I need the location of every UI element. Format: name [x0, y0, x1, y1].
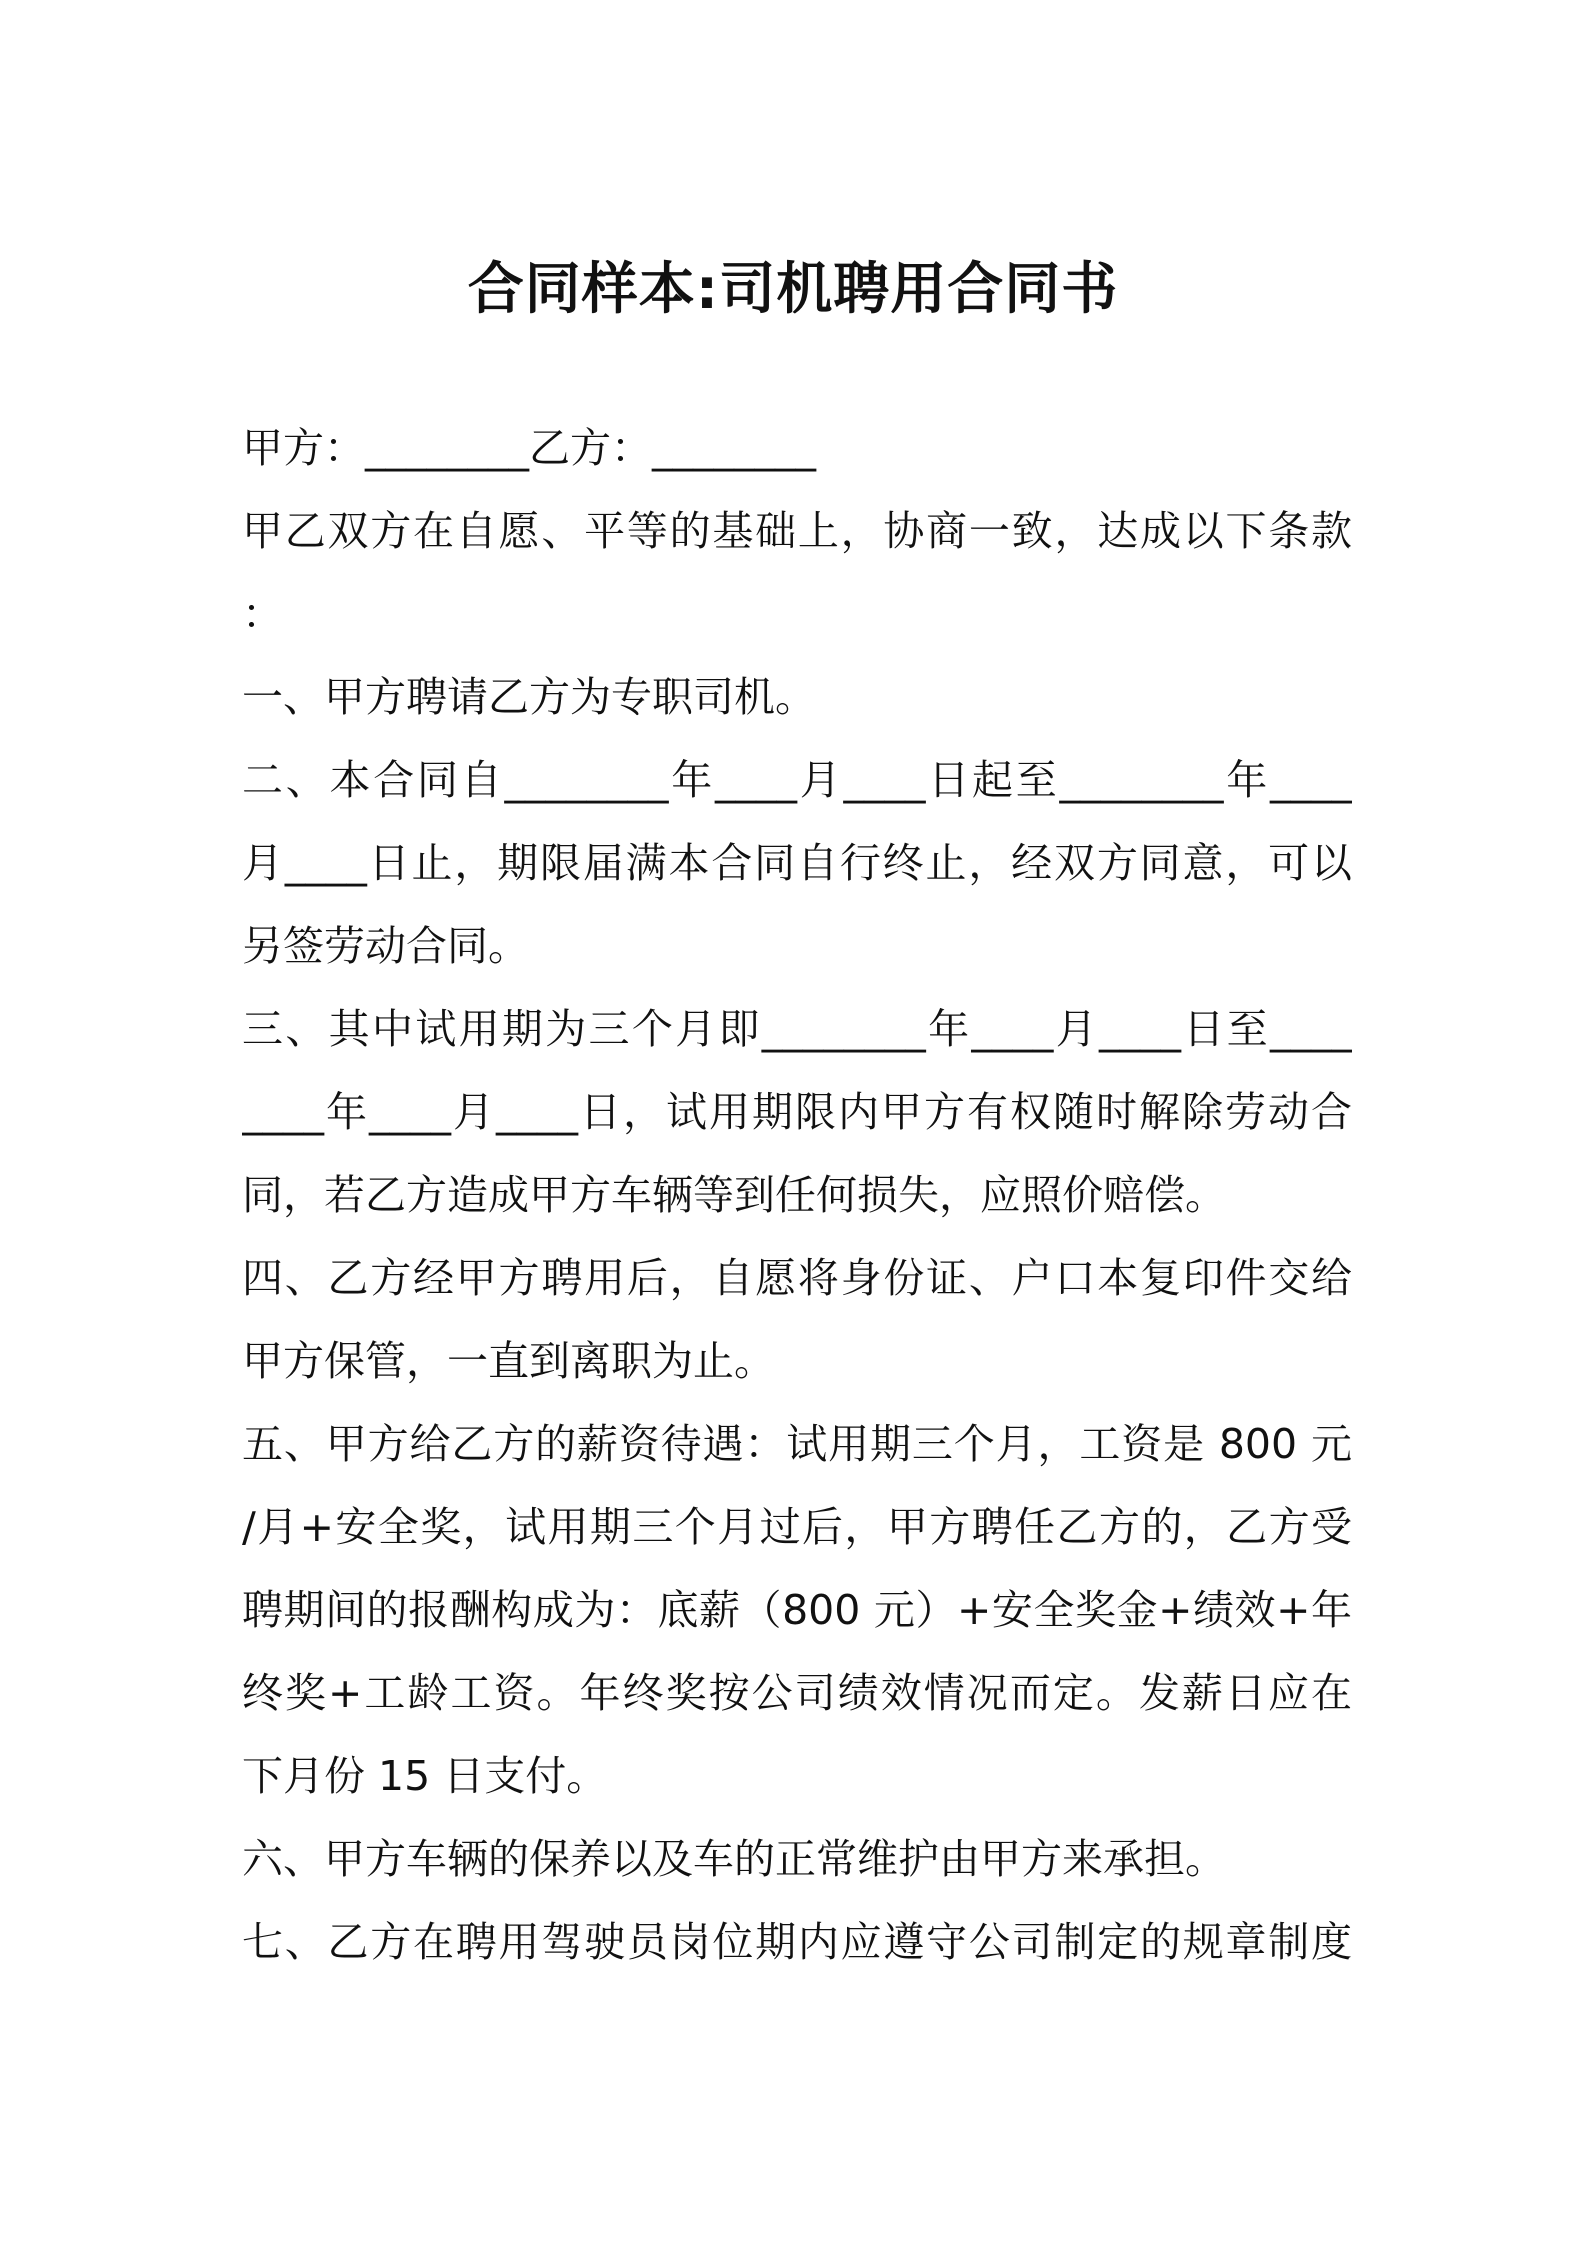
clause-7-line: 七、乙方在聘用驾驶员岗位期内应遵守公司制定的规章制度 — [242, 1918, 1352, 1966]
party-line: 甲方：________乙方：________ — [242, 424, 816, 472]
document-title: 合同样本:司机聘用合同书 — [467, 257, 1119, 322]
clause-5-line: 五、甲方给乙方的薪资待遇：试用期三个月，工资是 800 元 — [242, 1420, 1352, 1468]
clause-5-line: /月+安全奖，试用期三个月过后，甲方聘任乙方的，乙方受 — [242, 1503, 1352, 1551]
clause-6-line: 六、甲方车辆的保养以及车的正常维护由甲方来承担。 — [242, 1835, 1226, 1883]
clause-5-line: 终奖+工龄工资。年终奖按公司绩效情况而定。发薪日应在 — [242, 1669, 1352, 1717]
clause-3-line: 同，若乙方造成甲方车辆等到任何损失，应照价赔偿。 — [242, 1171, 1226, 1219]
clause-4-line: 甲方保管，一直到离职为止。 — [242, 1337, 775, 1385]
body-line: ： — [242, 590, 283, 638]
clause-3-line: 三、其中试用期为三个月即________年____月____日至____ — [242, 1005, 1352, 1053]
clause-2-line: 二、本合同自________年____月____日起至________年____ — [242, 756, 1352, 804]
clause-2-line: 另签劳动合同。 — [242, 922, 529, 970]
clause-4-line: 四、乙方经甲方聘用后，自愿将身份证、户口本复印件交给 — [242, 1254, 1352, 1302]
clause-3-line: ____年____月____日，试用期限内甲方有权随时解除劳动合 — [242, 1088, 1352, 1136]
clause-1-line: 一、甲方聘请乙方为专职司机。 — [242, 673, 816, 721]
clause-2-line: 月____日止，期限届满本合同自行终止，经双方同意，可以 — [242, 839, 1352, 887]
clause-5-line: 下月份 15 日支付。 — [242, 1752, 608, 1800]
body-line: 甲乙双方在自愿、平等的基础上，协商一致，达成以下条款 — [242, 507, 1352, 555]
clause-5-line: 聘期间的报酬构成为：底薪（800 元）+安全奖金+绩效+年 — [242, 1586, 1352, 1634]
